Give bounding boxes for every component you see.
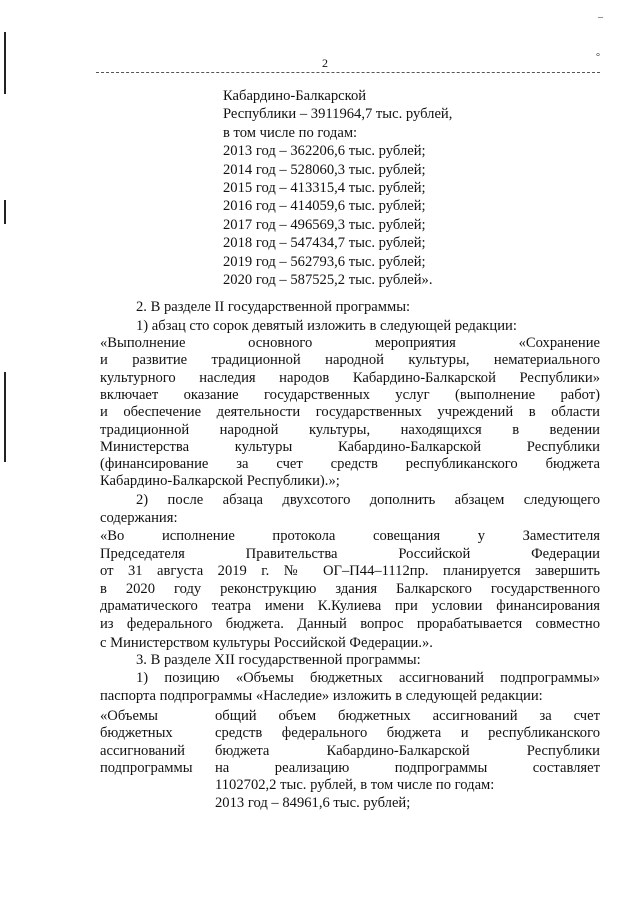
quote-2-line: в 2020 году реконструкцию здания Балкарского государственного [100,580,600,597]
scan-edge-mark-middle [4,200,6,224]
quote-2-line: от 31 августа 2019 г. № ОГ–П44–1112пр. планируется завершить [100,563,600,580]
quote-2-line: «Во исполнение протокола совещания у Заместителя [100,528,600,544]
table-right-line: общий объем бюджетных ассигнований за счет [215,708,600,724]
financing-line: 2016 год – 414059,6 тыс. рублей; [223,198,426,215]
financing-line: 2013 год – 362206,6 тыс. рублей; [223,143,426,160]
page-number: 2 [322,56,328,70]
scan-edge-mark-bottom [4,372,6,462]
table-left-line: «Объемы [100,708,158,724]
item-3-line-1: 1) позицию «Объемы бюджетных ассигнований подпрограммы» [136,670,600,686]
section-3-heading: 3. В разделе XII государственной программы: [136,652,421,668]
table-right-plain-line: 2013 год – 84961,6 тыс. рублей; [215,794,411,811]
table-right-plain-line: 1102702,2 тыс. рублей, в том числе по годам: [215,777,495,794]
dot-mark: ° [596,52,600,63]
table-left-line: ассигнований [100,742,185,759]
table-left-line: бюджетных [100,725,173,742]
quote-1-line: культурного наследия народов Кабардино-Балкарской Республики» [100,369,600,386]
item-2-line-1: 2) после абзаца двухсотого дополнить абзацем следующего [136,492,600,508]
financing-line: Кабардино-Балкарской [223,88,367,104]
quote-2-last-line: с Министерством культуры Российской Федерации.». [100,635,433,651]
financing-line: 2017 год – 496569,3 тыс. рублей; [223,216,426,233]
table-right-line: средств федерального бюджета и республиканского [215,725,600,742]
financing-line: 2015 год – 413315,4 тыс. рублей; [223,180,426,196]
quote-1-line: Министерства культуры Кабардино-Балкарской Республики [100,438,600,455]
table-right-line: на реализацию подпрограммы составляет [215,759,600,776]
financing-line: 2019 год – 562793,6 тыс. рублей; [223,253,426,270]
quote-1-line: (финансирование за счет средств республиканского бюджета [100,456,600,473]
scan-edge-mark-top [4,32,6,94]
financing-line: 2020 год – 587525,2 тыс. рублей». [223,272,433,288]
quote-1-line: и обеспечение деятельности государственных учреждений в области [100,404,600,421]
quote-2-line: Председателя Правительства Российской Федерации [100,545,600,562]
quote-1-line: включает оказание государственных услуг (выполнение работ) [100,386,600,403]
quote-1-line: и развитие традиционной народной культуры, нематериального [100,352,600,369]
financing-line: 2014 год – 528060,3 тыс. рублей; [223,161,426,178]
financing-line: Республики – 3911964,7 тыс. рублей, [223,106,453,123]
item-3-line-2: паспорта подпрограммы «Наследие» изложить в следующей редакции: [100,688,543,704]
item-1-line: 1) абзац сто сорок девятый изложить в следующей редакции: [136,318,517,334]
quote-2-line: драматического театра имени К.Кулиева при условии финансирования [100,598,600,615]
financing-line: 2018 год – 547434,7 тыс. рублей; [223,235,426,252]
quote-1-last-line: Кабардино-Балкарской Республики).»; [100,473,340,489]
quote-1-line: «Выполнение основного мероприятия «Сохранение [100,335,600,351]
table-right-line: бюджета Кабардино-Балкарской Республики [215,742,600,759]
table-left-line: подпрограммы [100,759,193,776]
financing-line: в том числе по годам: [223,124,358,141]
corner-mark: – [598,12,603,23]
section-2-heading: 2. В разделе II государственной программы: [136,299,411,315]
quote-2-line: из федерального бюджета. Данный вопрос прорабатывается совместно [100,616,600,632]
item-2-line-2: содержания: [100,510,178,526]
quote-1-line: традиционной народной культуры, находящихся в ведении [100,421,600,438]
header-rule [96,72,600,73]
